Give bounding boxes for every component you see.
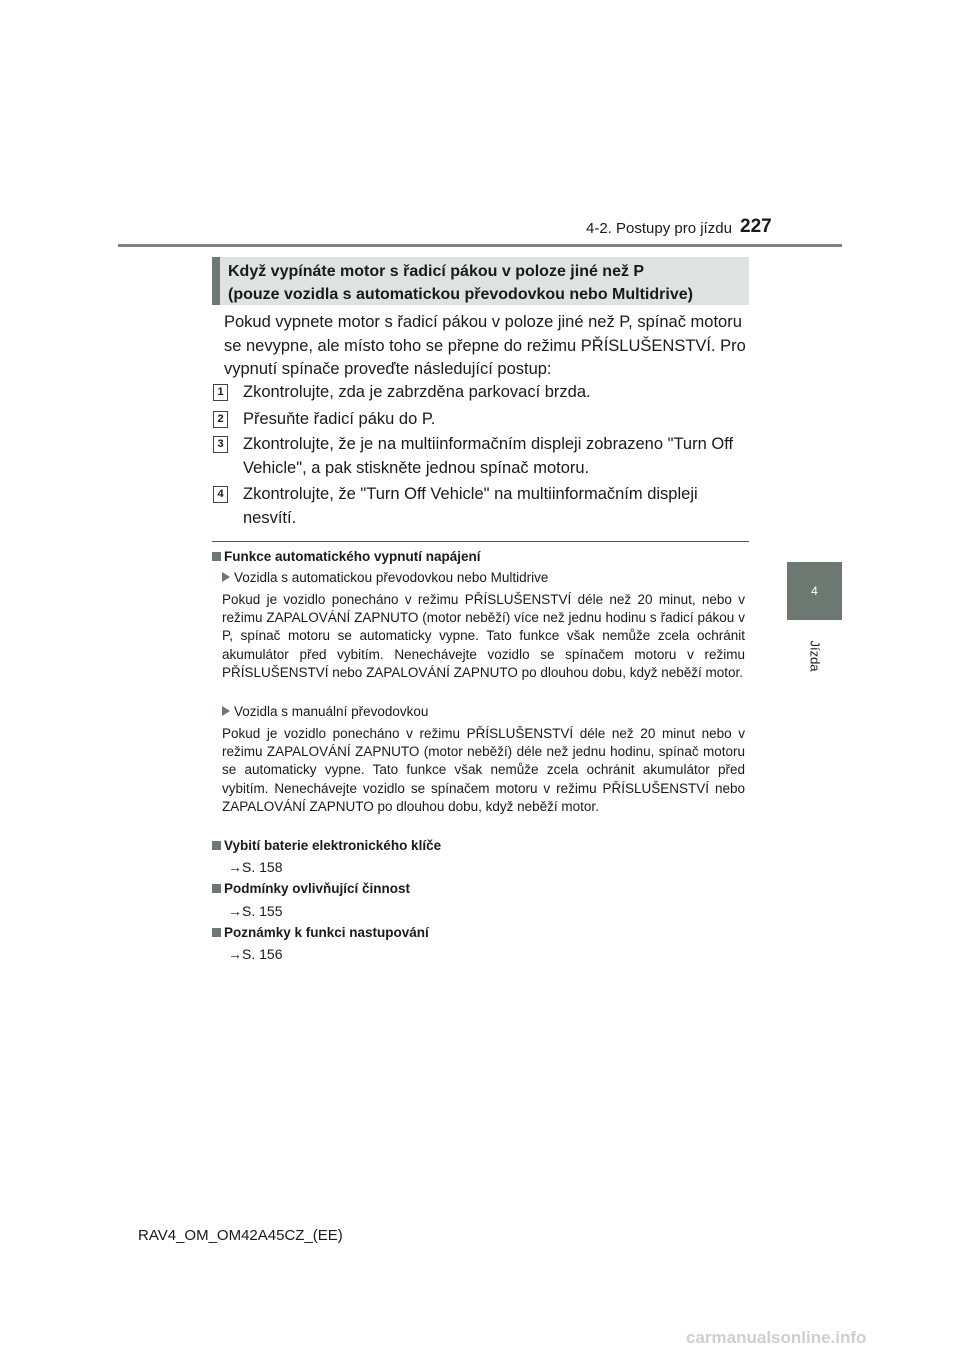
step-4 bbox=[213, 483, 749, 530]
section-heading-line1: Když vypínáte motor s řadicí pákou v poloze jiné než P bbox=[228, 263, 645, 280]
triangle-bullet-icon bbox=[222, 572, 230, 582]
square-bullet-icon bbox=[212, 552, 221, 561]
intro-paragraph: Pokud vypnete motor s řadicí pákou v poloze jiné než P, spínač motoru se nevypne, ale místo toho se přepne do režimu PŘÍSLUŠENSTVÍ. Pro vypnutí spínače proveďte následující postup: bbox=[224, 313, 746, 378]
page-number: 227 bbox=[740, 216, 772, 237]
step-2 bbox=[213, 408, 749, 432]
note-heading-auto-off: Funkce automatického vypnutí napájení bbox=[212, 549, 481, 564]
section-divider bbox=[212, 541, 749, 542]
step-number: 2 bbox=[213, 411, 228, 428]
step-text: Zkontrolujte, zda je zabrzděna parkovací brzda. bbox=[243, 383, 591, 401]
note-paragraph-manual: Pokud je vozidlo ponecháno v režimu PŘÍSLUŠENSTVÍ déle než 20 minut nebo v režimu ZAPALOVÁNÍ ZAPNUTO (motor neběží) déle než jednu hodinu, spínač motoru se automaticky vypne. Tato funkce však nemůže zcela ochránit akumulátor před vybitím. Nenechávejte vozidlo se spínačem motoru v režimu PŘÍSLUŠENSTVÍ nebo ZAPALOVÁNÍ ZAPNUTO po dlouhou dobu, když neběží motor. bbox=[222, 726, 745, 814]
step-text: Zkontrolujte, že "Turn Off Vehicle" na multiinformačním displeji nesvítí. bbox=[243, 485, 698, 527]
step-text: Přesuňte řadicí páku do P. bbox=[243, 410, 436, 428]
step-1 bbox=[213, 381, 749, 405]
note-heading-entry: Poznámky k funkci nastupování bbox=[212, 925, 429, 940]
triangle-bullet-icon bbox=[222, 706, 230, 716]
step-number: 3 bbox=[213, 436, 228, 453]
header-divider bbox=[118, 244, 842, 247]
header-section-title: 4-2. Postupy pro jízdu bbox=[586, 220, 732, 237]
square-bullet-icon bbox=[212, 841, 221, 850]
section-heading-box bbox=[212, 257, 749, 305]
step-number: 4 bbox=[213, 486, 228, 503]
subheading-automatic: Vozidla s automatickou převodovkou nebo Multidrive bbox=[222, 570, 548, 585]
page-reference-link[interactable]: →S. 158 bbox=[228, 859, 283, 875]
page-reference-link[interactable]: →S. 156 bbox=[228, 946, 283, 962]
section-heading-line2: (pouze vozidla s automatickou převodovkou nebo Multidrive) bbox=[228, 286, 693, 303]
subheading-manual: Vozidla s manuální převodovkou bbox=[222, 704, 428, 719]
page-reference-link[interactable]: →S. 155 bbox=[228, 903, 283, 919]
note-heading-conditions: Podmínky ovlivňující činnost bbox=[212, 881, 410, 896]
step-text: Zkontrolujte, že je na multiinformačním displeji zobrazeno "Turn Off Vehicle", a pak stiskněte jednou spínač motoru. bbox=[243, 435, 734, 477]
watermark: carmanualsonline.info bbox=[686, 1328, 867, 1347]
step-3 bbox=[213, 433, 749, 480]
document-code: RAV4_OM_OM42A45CZ_(EE) bbox=[138, 1227, 343, 1244]
chapter-label: Jízda bbox=[807, 640, 823, 672]
chapter-label-wrap bbox=[800, 636, 830, 676]
note-paragraph-automatic: Pokud je vozidlo ponecháno v režimu PŘÍSLUŠENSTVÍ déle než 20 minut, nebo v režimu ZAPALOVÁNÍ ZAPNUTO (motor neběží) více než jednu hodinu s řadicí pákou v P, spínač motoru se automaticky vypne. Tato funkce však nemůže zcela ochránit akumulátor před vybitím. Nenechávejte vozidlo se spínačem motoru v režimu PŘÍSLUŠENSTVÍ nebo ZAPALOVÁNÍ ZAPNUTO po dlouhou dobu, když neběží motor. bbox=[222, 592, 745, 680]
chapter-number: 4 bbox=[811, 584, 818, 598]
square-bullet-icon bbox=[212, 884, 221, 893]
note-heading-battery: Vybití baterie elektronického klíče bbox=[212, 838, 441, 853]
step-number: 1 bbox=[213, 384, 228, 401]
square-bullet-icon bbox=[212, 928, 221, 937]
chapter-tab bbox=[787, 562, 842, 620]
